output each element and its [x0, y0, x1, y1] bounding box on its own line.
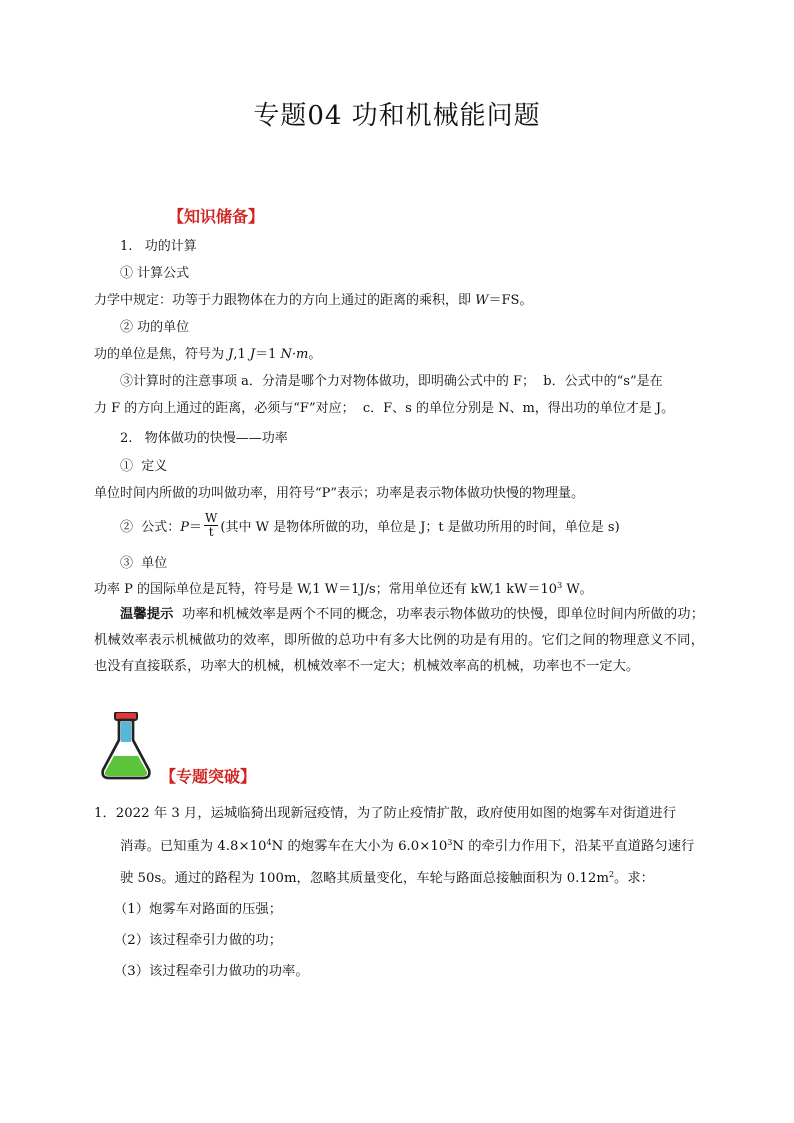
page-title: 专题04 功和机械能问题	[253, 101, 541, 131]
section-1a-title: ① 计算公式	[120, 266, 190, 281]
power-definition: 单位时间内所做的功叫做功率，用符号“P”表示；功率是表示物体做功快慢的物理量。	[94, 486, 585, 501]
question-1-sub-3: （3）该过程牵引力做功的功率。	[114, 964, 309, 979]
question-1-line-2: 消毒。已知重为 $4.8\times 10^4N$ 的炮雾车在大小为 $6.0\times 10^3N$ 的牵引力作用下，沿某平直道路匀速行	[120, 838, 695, 854]
section-2a-title: ① 定义	[120, 459, 168, 474]
tip-label: 温馨提示	[120, 607, 174, 622]
section-1-title: 1. 功的计算	[120, 239, 197, 254]
chemistry-flask-icon	[98, 712, 154, 780]
work-notes-line-1: ③计算时的注意事项 a．分清是哪个力对物体做功，即明确公式中的 F； b．公式中的“s”是在	[120, 374, 663, 389]
question-1-line-1: 1．2022 年 3 月，运城临猗出现新冠疫情，为了防止疫情扩散，政府使用如图的炮雾车对街道进行	[94, 806, 677, 821]
question-1-sub-2: （2）该过程牵引力做的功；	[114, 933, 283, 948]
question-1-sub-1: （1）炮雾车对路面的压强；	[114, 902, 283, 917]
section-2c-title: ③ 单位	[120, 556, 168, 571]
fraction-w-over-t: $\frac{W}{t}$	[205, 511, 218, 539]
power-unit-text: 功率 P 的国际单位是瓦特，符号是 W,1 W＝1J/s；常用单位还有 kW,1 $kW=10^3$ W。	[94, 581, 593, 597]
breakthrough-heading: 【专题突破】	[160, 767, 257, 786]
section-1b-title: ② 功的单位	[120, 320, 190, 335]
work-definition: 力学中规定：功等于力跟物体在力的方向上通过的距离的乘积，即 W＝FS。	[94, 293, 533, 308]
power-formula: ② 公式：P＝ $\frac{W}{t}$ (其中 W 是物体所做的功，单位是 J；t 是做功所用的时间，单位是 s)	[120, 511, 620, 539]
work-notes-line-2: 力 F 的方向上通过的距离，必须与“F”对应； c．F、s 的单位分别是 N、m，得出功的单位才是 J。	[94, 401, 675, 416]
work-unit-text: 功的单位是焦，符号为 J,1 J＝1 N·m。	[94, 347, 322, 362]
question-1-line-3: 驶 50s。通过的路程为 100m，忽略其质量变化，车轮与路面总接触面积为 $0.12m^2$。求：	[120, 870, 654, 886]
knowledge-heading: 【知识储备】	[168, 207, 265, 226]
section-2-title: 2. 物体做功的快慢——功率	[120, 431, 288, 446]
tip-paragraph: 温馨提示 功率和机械效率是两个不同的概念，功率表示物体做功的快慢，即单位时间内所做的功；机械效率表示机械做功的效率，即所做的总功中有多大比例的功是有用的。它们之间的物理意义不同，也没有直接联系，功率大的机械，机械效率不一定大；机械效率高的机械，功率也不一定大。	[94, 607, 704, 674]
